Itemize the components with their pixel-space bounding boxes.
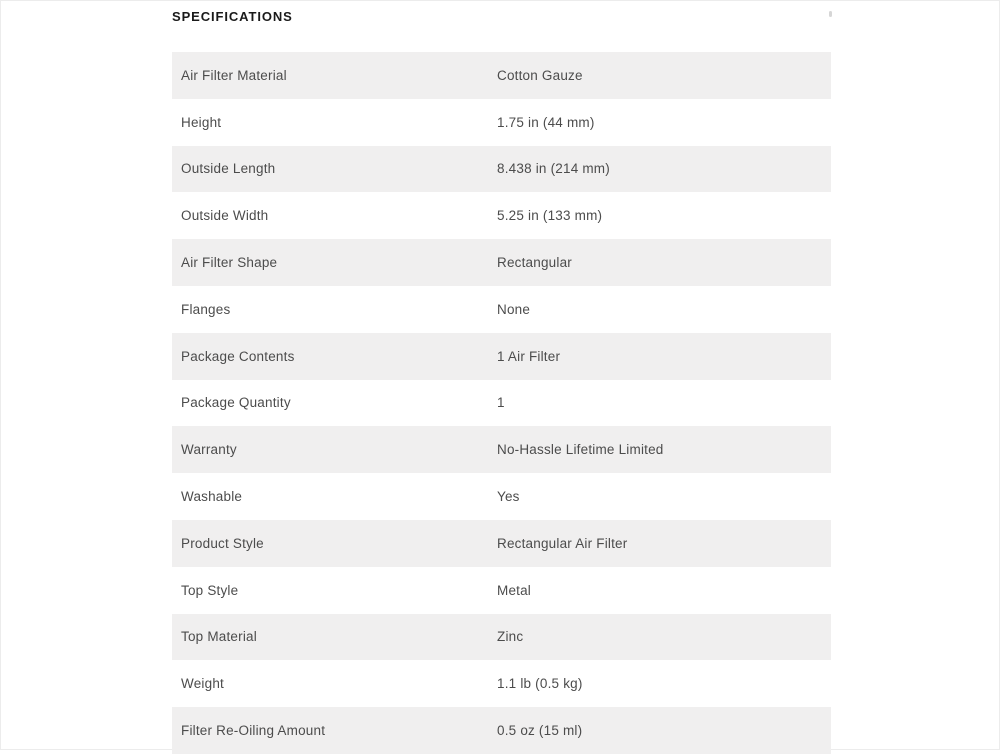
spec-label: Package Contents [181, 348, 295, 364]
spec-value: 5.25 in (133 mm) [497, 208, 603, 224]
spec-label: Warranty [181, 442, 237, 458]
spec-value: Cotton Gauze [497, 67, 583, 83]
spec-row [172, 520, 831, 567]
spec-label: Top Style [181, 582, 239, 598]
spec-value: Rectangular Air Filter [497, 535, 628, 551]
spec-label: Flanges [181, 301, 231, 317]
spec-row [172, 473, 831, 520]
spec-row [172, 660, 831, 707]
spec-row [172, 426, 831, 473]
spec-row [172, 99, 831, 146]
spec-value: Yes [497, 489, 520, 505]
specifications-table [172, 52, 831, 754]
spec-value: 0.5 oz (15 ml) [497, 723, 583, 739]
spec-value: 1.75 in (44 mm) [497, 114, 595, 130]
spec-value: Metal [497, 582, 532, 598]
spec-value: 1 [497, 395, 505, 411]
section-title: SPECIFICATIONS [172, 9, 293, 24]
spec-row [172, 192, 831, 239]
spec-row [172, 333, 831, 380]
spec-label: Top Material [181, 629, 257, 645]
spec-row [172, 52, 831, 99]
spec-row [172, 286, 831, 333]
spec-row [172, 567, 831, 614]
corner-mark [829, 11, 832, 17]
spec-label: Weight [181, 676, 224, 692]
spec-value: No-Hassle Lifetime Limited [497, 442, 664, 458]
spec-label: Air Filter Material [181, 67, 287, 83]
spec-value: 8.438 in (214 mm) [497, 161, 610, 177]
spec-row [172, 146, 831, 193]
spec-value: Rectangular [497, 255, 572, 271]
spec-label: Washable [181, 489, 243, 505]
spec-label: Product Style [181, 535, 264, 551]
spec-value: 1 Air Filter [497, 348, 561, 364]
spec-label: Package Quantity [181, 395, 291, 411]
spec-row [172, 614, 831, 661]
spec-label: Air Filter Shape [181, 255, 278, 271]
spec-label: Height [181, 114, 222, 130]
spec-label: Outside Length [181, 161, 276, 177]
spec-value: 1.1 lb (0.5 kg) [497, 676, 583, 692]
spec-value: None [497, 301, 531, 317]
spec-label: Filter Re-Oiling Amount [181, 723, 326, 739]
spec-label: Outside Width [181, 208, 269, 224]
spec-row [172, 239, 831, 286]
spec-row [172, 707, 831, 754]
spec-row [172, 380, 831, 427]
spec-value: Zinc [497, 629, 524, 645]
